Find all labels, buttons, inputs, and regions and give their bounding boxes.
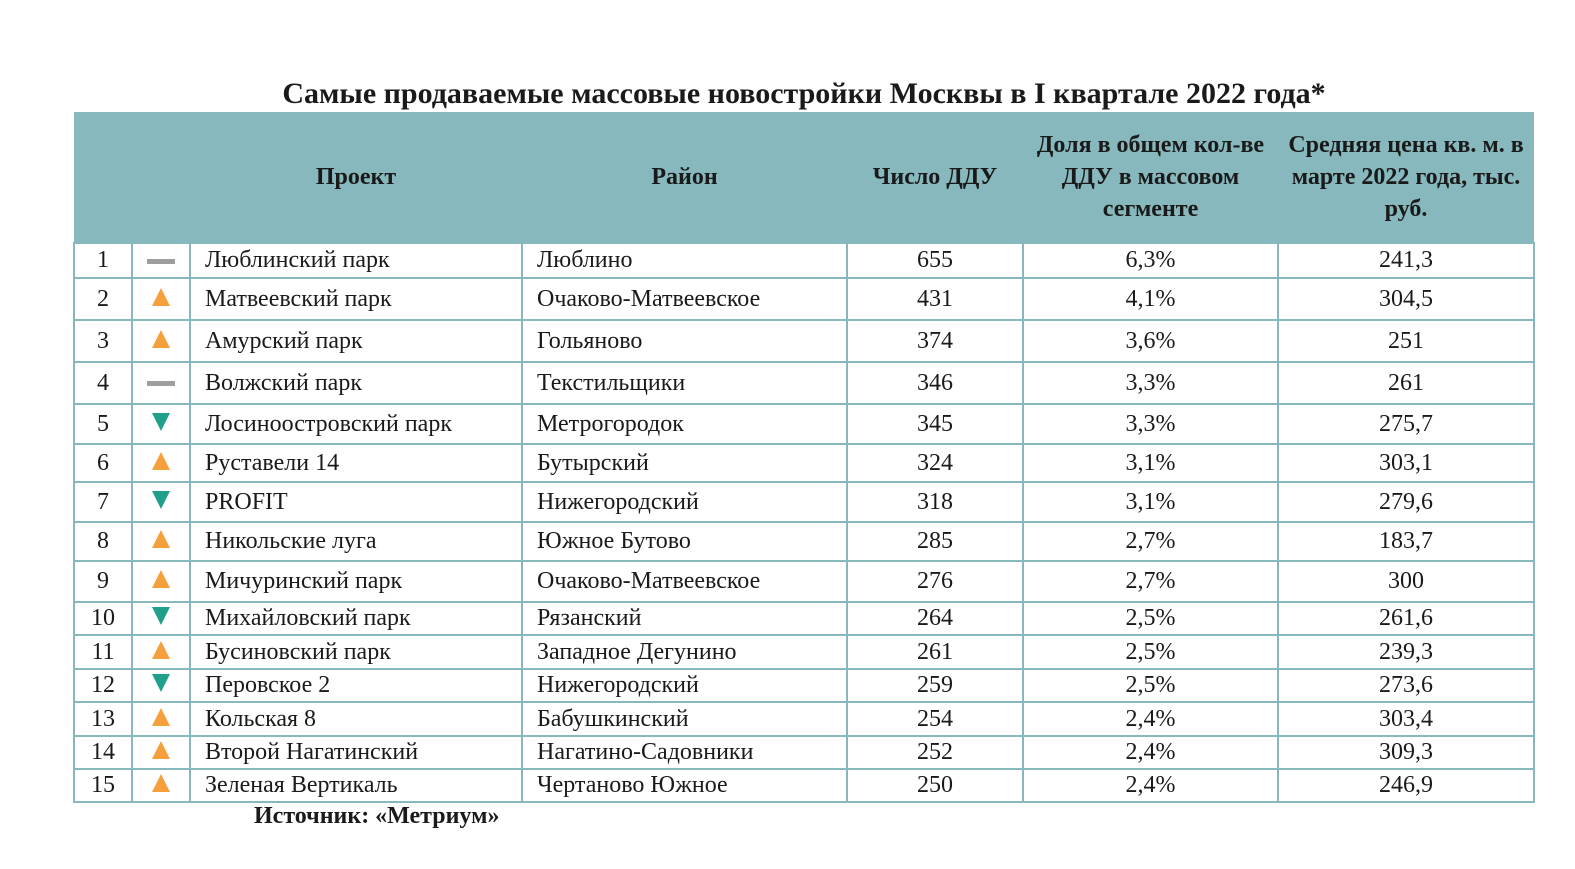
table-row [74, 635, 1534, 669]
rank-cell: 1 [74, 243, 132, 278]
rank-cell: 11 [74, 635, 132, 669]
price-cell: 246,9 [1278, 769, 1534, 802]
price-cell: 241,3 [1278, 243, 1534, 278]
share-cell: 2,5% [1023, 635, 1278, 669]
rank-cell: 15 [74, 769, 132, 802]
count-cell: 346 [847, 362, 1023, 404]
project-cell: Бусиновский парк [190, 635, 522, 669]
trend-cell [132, 243, 190, 278]
count-cell: 252 [847, 736, 1023, 769]
share-cell: 3,1% [1023, 444, 1278, 482]
district-cell: Нагатино-Садовники [522, 736, 847, 769]
trend-down-icon [152, 607, 170, 625]
price-cell: 261,6 [1278, 602, 1534, 635]
trend-up-icon [152, 570, 170, 588]
project-cell: Руставели 14 [190, 444, 522, 482]
rank-cell: 8 [74, 522, 132, 561]
price-cell: 261 [1278, 362, 1534, 404]
rank-cell: 13 [74, 702, 132, 736]
count-cell: 431 [847, 278, 1023, 320]
table-row [74, 702, 1534, 736]
count-cell: 259 [847, 669, 1023, 702]
count-cell: 250 [847, 769, 1023, 802]
price-cell: 239,3 [1278, 635, 1534, 669]
price-cell: 183,7 [1278, 522, 1534, 561]
table-row [74, 243, 1534, 278]
trend-cell [132, 522, 190, 561]
project-cell: Матвеевский парк [190, 278, 522, 320]
district-cell: Южное Бутово [522, 522, 847, 561]
table-row [74, 602, 1534, 635]
district-cell: Очаково-Матвеевское [522, 278, 847, 320]
share-cell: 2,4% [1023, 702, 1278, 736]
share-cell: 4,1% [1023, 278, 1278, 320]
trend-cell [132, 320, 190, 362]
price-cell: 304,5 [1278, 278, 1534, 320]
trend-cell [132, 669, 190, 702]
district-cell: Очаково-Матвеевское [522, 561, 847, 602]
trend-cell [132, 482, 190, 522]
rank-cell: 10 [74, 602, 132, 635]
rank-cell: 6 [74, 444, 132, 482]
trend-cell [132, 736, 190, 769]
trend-up-icon [152, 641, 170, 659]
price-cell: 279,6 [1278, 482, 1534, 522]
header-count: Число ДДУ [847, 112, 1023, 243]
count-cell: 324 [847, 444, 1023, 482]
project-cell: Амурский парк [190, 320, 522, 362]
share-cell: 6,3% [1023, 243, 1278, 278]
district-cell: Бабушкинский [522, 702, 847, 736]
project-cell: Перовское 2 [190, 669, 522, 702]
table-row [74, 404, 1534, 444]
table-row [74, 444, 1534, 482]
share-cell: 2,5% [1023, 602, 1278, 635]
district-cell: Западное Дегунино [522, 635, 847, 669]
trend-cell [132, 769, 190, 802]
count-cell: 318 [847, 482, 1023, 522]
project-cell: Никольские луга [190, 522, 522, 561]
rank-cell: 9 [74, 561, 132, 602]
share-cell: 2,7% [1023, 522, 1278, 561]
table-row [74, 736, 1534, 769]
header-share: Доля в общем кол-ве ДДУ в массовом сегменте [1023, 112, 1278, 243]
header-trend [132, 112, 190, 243]
count-cell: 374 [847, 320, 1023, 362]
header-project: Проект [190, 112, 522, 243]
district-cell: Люблино [522, 243, 847, 278]
source-note: Источник: «Метриум» [254, 803, 500, 829]
district-cell: Текстильщики [522, 362, 847, 404]
trend-down-icon [152, 491, 170, 509]
share-cell: 2,7% [1023, 561, 1278, 602]
count-cell: 264 [847, 602, 1023, 635]
rank-cell: 4 [74, 362, 132, 404]
price-cell: 275,7 [1278, 404, 1534, 444]
district-cell: Нижегородский [522, 669, 847, 702]
project-cell: PROFIT [190, 482, 522, 522]
trend-up-icon [152, 530, 170, 548]
trend-cell [132, 278, 190, 320]
trend-same-icon [147, 381, 175, 386]
trend-down-icon [152, 413, 170, 431]
rank-cell: 5 [74, 404, 132, 444]
project-cell: Волжский парк [190, 362, 522, 404]
trend-cell [132, 635, 190, 669]
table-row [74, 482, 1534, 522]
trend-up-icon [152, 330, 170, 348]
share-cell: 2,4% [1023, 769, 1278, 802]
district-cell: Бутырский [522, 444, 847, 482]
table-body [74, 243, 1534, 802]
price-cell: 300 [1278, 561, 1534, 602]
page-title: Самые продаваемые массовые новостройки Москвы в I квартале 2022 года* [282, 77, 1326, 110]
trend-cell [132, 362, 190, 404]
price-cell: 251 [1278, 320, 1534, 362]
district-cell: Гольяново [522, 320, 847, 362]
trend-up-icon [152, 708, 170, 726]
share-cell: 2,5% [1023, 669, 1278, 702]
project-cell: Мичуринский парк [190, 561, 522, 602]
count-cell: 276 [847, 561, 1023, 602]
trend-down-icon [152, 674, 170, 692]
share-cell: 3,3% [1023, 404, 1278, 444]
count-cell: 345 [847, 404, 1023, 444]
project-cell: Кольская 8 [190, 702, 522, 736]
share-cell: 3,3% [1023, 362, 1278, 404]
rank-cell: 14 [74, 736, 132, 769]
table-row [74, 769, 1534, 802]
share-cell: 3,6% [1023, 320, 1278, 362]
price-cell: 303,1 [1278, 444, 1534, 482]
table-row [74, 320, 1534, 362]
district-cell: Рязанский [522, 602, 847, 635]
share-cell: 2,4% [1023, 736, 1278, 769]
rank-cell: 7 [74, 482, 132, 522]
district-cell: Нижегородский [522, 482, 847, 522]
project-cell: Зеленая Вертикаль [190, 769, 522, 802]
rank-cell: 3 [74, 320, 132, 362]
price-cell: 273,6 [1278, 669, 1534, 702]
count-cell: 254 [847, 702, 1023, 736]
table-row [74, 362, 1534, 404]
trend-up-icon [152, 288, 170, 306]
district-cell: Метрогородок [522, 404, 847, 444]
rank-cell: 12 [74, 669, 132, 702]
table-row [74, 278, 1534, 320]
trend-cell [132, 702, 190, 736]
project-cell: Второй Нагатинский [190, 736, 522, 769]
trend-cell [132, 561, 190, 602]
project-cell: Лосиноостровский парк [190, 404, 522, 444]
trend-up-icon [152, 774, 170, 792]
count-cell: 285 [847, 522, 1023, 561]
table-row [74, 561, 1534, 602]
price-cell: 303,4 [1278, 702, 1534, 736]
trend-cell [132, 444, 190, 482]
rank-cell: 2 [74, 278, 132, 320]
count-cell: 261 [847, 635, 1023, 669]
district-cell: Чертаново Южное [522, 769, 847, 802]
share-cell: 3,1% [1023, 482, 1278, 522]
trend-up-icon [152, 452, 170, 470]
trend-cell [132, 404, 190, 444]
ranking-table [73, 112, 1535, 803]
table-row [74, 669, 1534, 702]
header-row [74, 112, 1534, 243]
header-price: Средняя цена кв. м. в марте 2022 года, тыс. руб. [1278, 112, 1534, 243]
trend-cell [132, 602, 190, 635]
table-row [74, 522, 1534, 561]
trend-same-icon [147, 259, 175, 264]
project-cell: Люблинский парк [190, 243, 522, 278]
trend-up-icon [152, 741, 170, 759]
price-cell: 309,3 [1278, 736, 1534, 769]
count-cell: 655 [847, 243, 1023, 278]
project-cell: Михайловский парк [190, 602, 522, 635]
header-rank [74, 112, 132, 243]
header-district: Район [522, 112, 847, 243]
